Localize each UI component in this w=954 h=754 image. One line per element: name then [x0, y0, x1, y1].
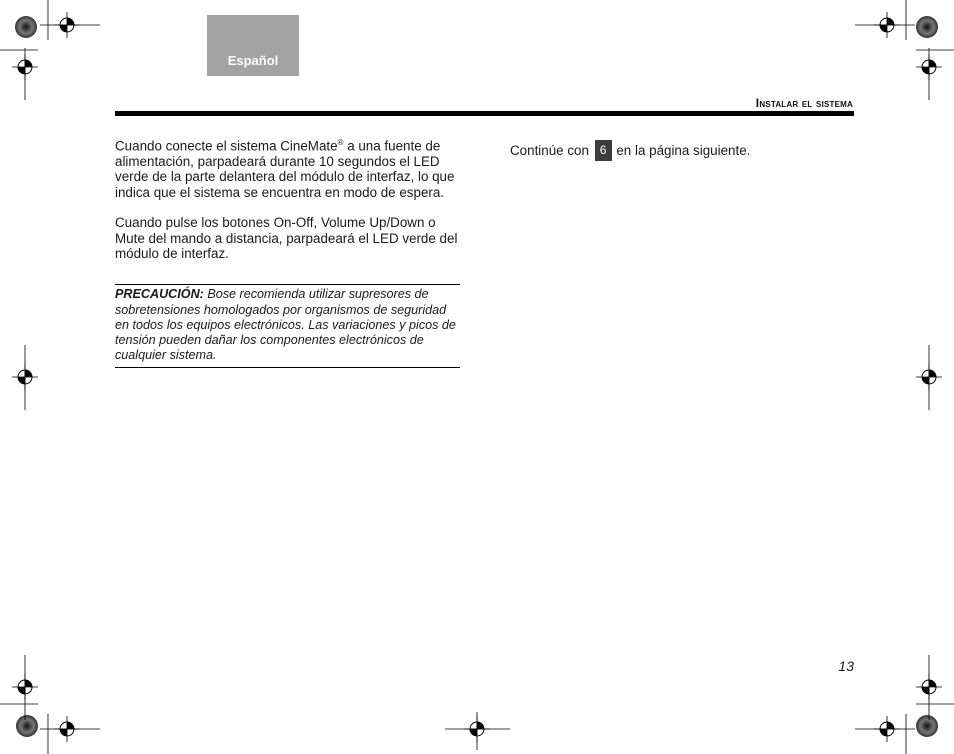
language-tab [207, 15, 299, 76]
corner-star-target-icon [15, 16, 938, 737]
page-number: 13 [838, 658, 854, 674]
section-title: Instalar el sistema [755, 96, 853, 110]
registration-crosshair-icon [12, 12, 942, 742]
header-rule [115, 111, 854, 116]
registered-mark: ® [337, 138, 344, 147]
left-column [115, 135, 460, 368]
right-column [510, 140, 855, 162]
caution-label: PRECAUCIÓN: [115, 287, 204, 302]
caution-box [115, 284, 460, 368]
caution-text: Bose recomienda utilizar supresores de sobretensiones homologados por organismos de seguridad en todos los equipos electrónicos. Las variaciones y picos de tensión pueden dañar los componentes electrónicos de cualquier sistema. [115, 287, 456, 363]
continue-text-after: en la página siguiente. [612, 143, 751, 158]
step-number-badge: 6 [595, 140, 612, 161]
continue-text-before: Continúe con [510, 143, 593, 158]
paragraph-standby-led: Cuando conecte el sistema CineMate® a una fuente de alimentación, parpadeará durante 10 segundos el LED verde de la parte delantera del módulo de interfaz, lo que indica que el sistema se encuentra en modo de espera. [115, 138, 455, 200]
language-tab-label: Español [227, 53, 279, 68]
paragraph-remote-buttons: Cuando pulse los botones On-Off, Volume Up/Down o Mute del mando a distancia, parpadeará el LED verde del módulo de interfaz. [115, 215, 458, 261]
